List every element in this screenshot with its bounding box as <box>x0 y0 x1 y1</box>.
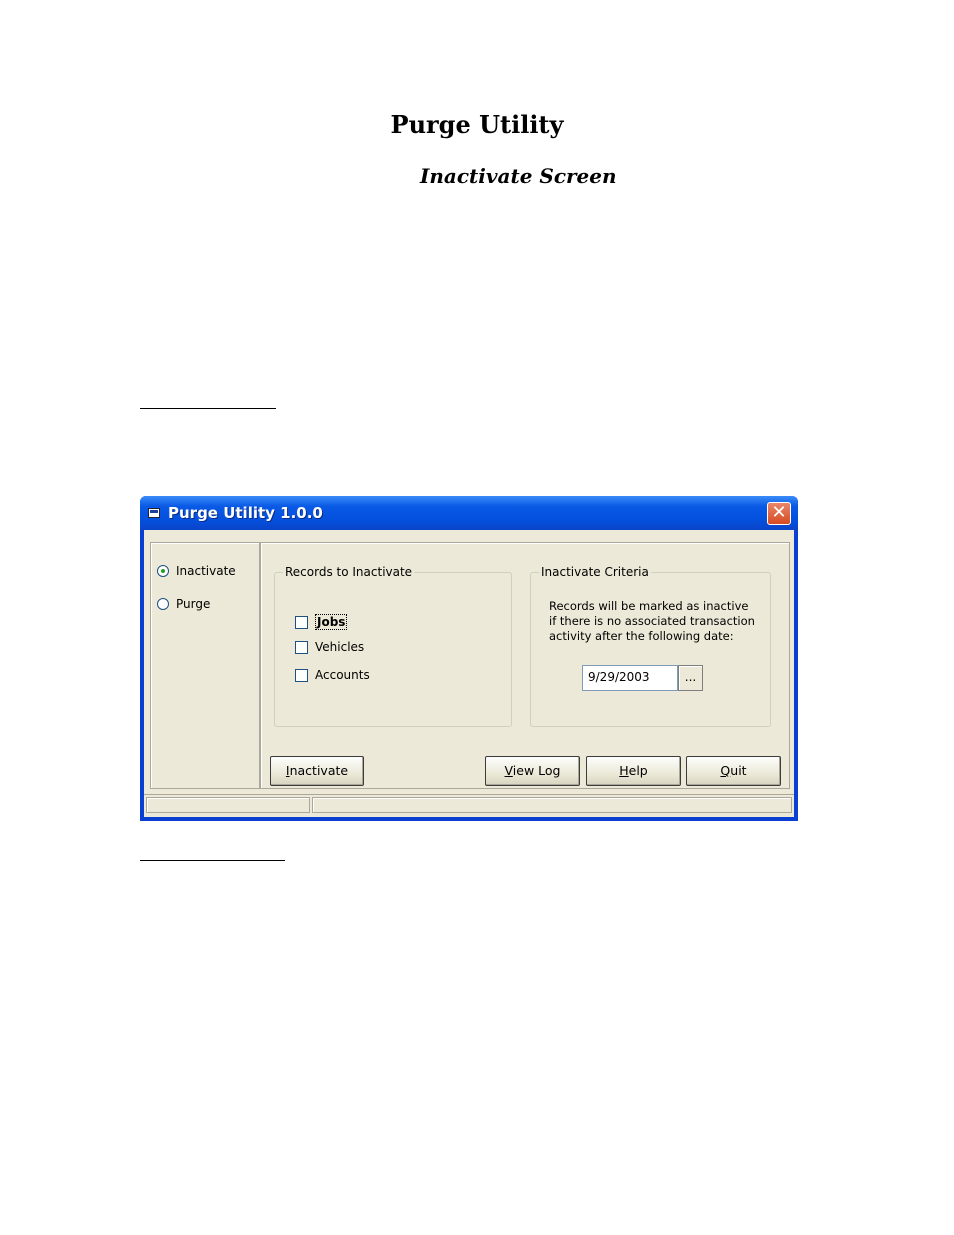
records-to-inactivate-group <box>274 565 512 727</box>
date-input[interactable]: 9/29/2003 <box>582 665 678 691</box>
inactivate-button[interactable] <box>270 756 364 786</box>
main-panel <box>260 542 790 789</box>
document-title: Purge Utility <box>390 110 564 139</box>
status-pane-right <box>312 797 792 813</box>
mode-panel <box>150 542 260 789</box>
date-picker-button[interactable]: ... <box>678 665 703 691</box>
checkbox-jobs[interactable] <box>295 614 347 630</box>
document-subtitle: Inactivate Screen <box>420 164 617 188</box>
quit-button-key: Q <box>720 763 731 778</box>
checkbox-accounts-label: Accounts <box>315 668 370 682</box>
window-titlebar[interactable] <box>140 496 798 530</box>
quit-button-label: uit <box>730 763 747 778</box>
close-icon: ✕ <box>771 502 787 523</box>
help-button-label: elp <box>628 763 648 778</box>
inactivate-button-key: I <box>285 763 290 778</box>
radio-inactivate-label: Inactivate <box>176 564 236 578</box>
checkbox-vehicles-control[interactable] <box>295 641 308 654</box>
status-pane-left <box>146 797 310 813</box>
checkbox-jobs-label: Jobs <box>317 615 346 629</box>
section-rule <box>140 408 276 409</box>
app-icon <box>148 508 160 518</box>
inactivate-button-label: nactivate <box>289 763 349 778</box>
radio-purge-label: Purge <box>176 597 211 611</box>
checkbox-accounts[interactable] <box>295 668 370 682</box>
radio-inactivate[interactable] <box>157 564 236 578</box>
checkbox-vehicles[interactable] <box>295 640 364 654</box>
view-log-button-key: V <box>504 763 513 778</box>
quit-button[interactable] <box>686 756 781 786</box>
help-button[interactable] <box>586 756 681 786</box>
checkbox-jobs-control[interactable] <box>295 616 308 629</box>
window-client-area <box>144 530 794 817</box>
status-bar <box>144 794 794 814</box>
view-log-button[interactable] <box>485 756 580 786</box>
radio-inactivate-control[interactable] <box>157 565 169 577</box>
records-group-label: Records to Inactivate <box>285 565 413 579</box>
criteria-group-label: Inactivate Criteria <box>541 565 649 579</box>
help-button-key: H <box>619 763 629 778</box>
purge-utility-window <box>140 496 798 821</box>
window-title: Purge Utility 1.0.0 <box>168 504 323 522</box>
checkbox-accounts-control[interactable] <box>295 669 308 682</box>
view-log-button-label: iew Log <box>512 763 561 778</box>
inactivate-criteria-group <box>530 565 771 727</box>
radio-purge-control[interactable] <box>157 598 169 610</box>
checkbox-vehicles-label: Vehicles <box>315 640 365 654</box>
section-rule <box>140 860 285 861</box>
radio-purge[interactable] <box>157 597 210 611</box>
close-button[interactable] <box>767 502 791 525</box>
criteria-description: Records will be marked as inactive if there is no associated transaction activity after the following date: <box>549 599 755 643</box>
